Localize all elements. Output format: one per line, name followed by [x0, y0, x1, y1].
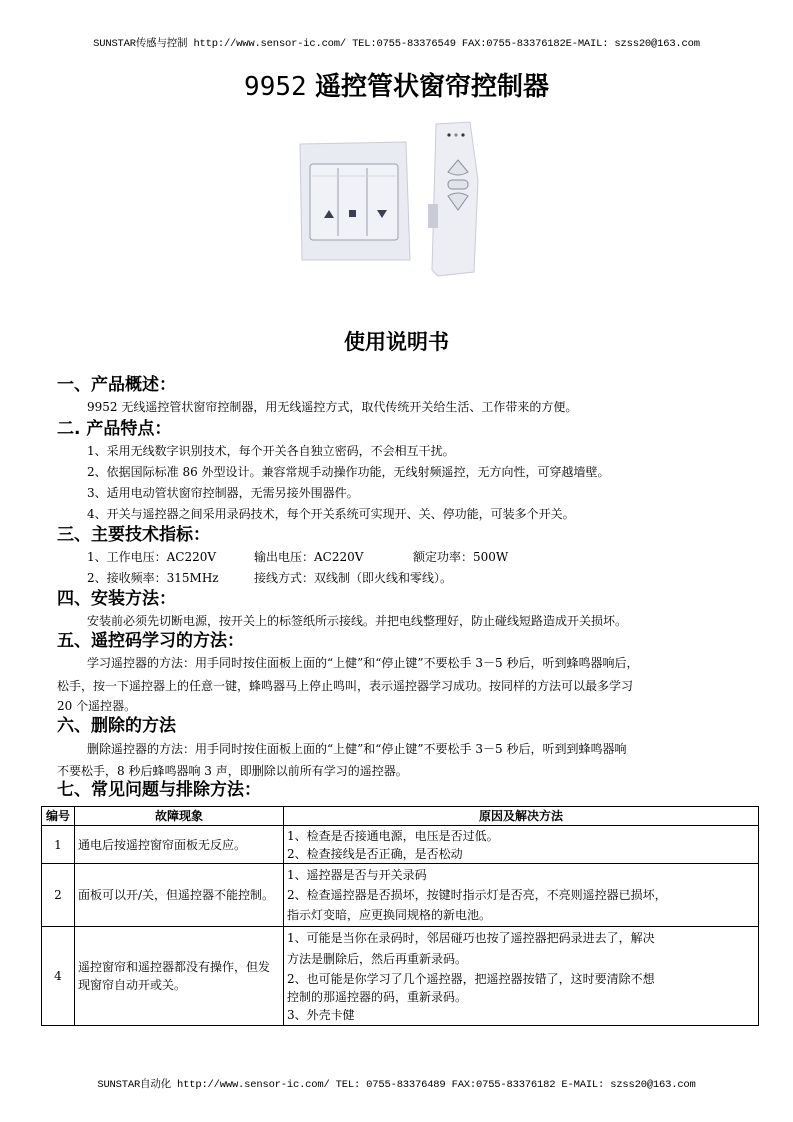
heading-features: 二. 产品特点： [57, 419, 172, 439]
spec-row [87, 549, 687, 565]
spec-row [87, 570, 687, 586]
heading-learning: 五、遥控码学习的方法： [57, 631, 244, 651]
solution-line: 3、外壳卡健 [287, 1008, 355, 1022]
spec-receive-frequency: 2、接收频率：315MHz [87, 571, 219, 585]
table-row [42, 864, 759, 927]
solution-line: 2、也可能是你学习了几个遥控器，把遥控器按错了，这时要清除不想 [287, 972, 655, 986]
learning-text-line: 20 个遥控器。 [57, 699, 137, 713]
row-number: 4 [42, 927, 75, 1026]
column-header-number: 编号 [42, 807, 75, 826]
product-photo [298, 120, 498, 280]
wall-switch-image [300, 142, 410, 260]
delete-text-line: 删除遥控器的方法：用手同时按住面板上面的“上健”和“停止键”不要松手 3－5 秒后，听到到蜂鸣器响 [87, 742, 627, 756]
stop-square-icon [349, 210, 356, 217]
page-header: SUNSTAR传感与控制 http://www.sensor-ic.com/ TEL:0755-83376549 FAX:0755-83376182E-MAIL: szss20@163.com [93, 38, 700, 50]
row-symptom: 面板可以开/关，但遥控器不能控制。 [75, 864, 284, 927]
table-row [42, 826, 759, 864]
feature-item: 1、采用无线数字识别技术，每个开关各自独立密码，不会相互干扰。 [87, 444, 455, 458]
solution-line: 1、检查是否接通电源，电压是否过低。 [287, 828, 499, 843]
learning-text-line: 学习遥控器的方法：用手同时按住面板上面的“上健”和“停止键”不要松手 3－5 秒后，听到蜂鸣器响后， [87, 656, 639, 670]
heading-faq: 七、常见问题与排除方法： [57, 780, 261, 800]
row-solution [284, 927, 759, 1026]
heading-overview: 一、产品概述： [57, 375, 176, 395]
table-row [42, 927, 759, 1026]
solution-line: 方法是删除后，然后再重新录码。 [287, 952, 468, 966]
feature-item: 4、开关与遥控器之间采用录码技术，每个开关系统可实现开、关、停功能，可装多个开关。 [87, 507, 575, 521]
row-solution [284, 826, 759, 864]
column-header-solution: 原因及解决方法 [284, 807, 759, 826]
spec-wiring-method: 接线方式：双线制（即火线和零线）。 [254, 571, 453, 585]
solution-line: 2、检查遥控器是否损坏，按键时指示灯是否亮，不亮则遥控器已损坏， [287, 888, 667, 902]
manual-title: 使用说明书 [344, 330, 449, 354]
faq-header-row [42, 807, 759, 826]
document-title [0, 66, 793, 103]
solution-line: 1、遥控器是否与开关录码 [287, 868, 427, 882]
spec-rated-power: 额定功率：500W [413, 550, 509, 564]
solution-line: 1、可能是当你在录码时，邻居碰巧也按了遥控器把码录进去了，解决 [287, 931, 655, 945]
install-text: 安装前必须先切断电源，按开关上的标签纸所示接线。并把电线整理好，防止碰线短路造成开关损坏。 [87, 614, 628, 628]
delete-text-line: 不要松手，8 秒后蜂鸣器响 3 声，即删除以前所有学习的遥控器。 [57, 764, 408, 778]
heading-delete: 六、删除的方法 [57, 716, 176, 736]
feature-item: 3、适用电动管状窗帘控制器，无需另接外围器件。 [87, 486, 359, 500]
feature-item: 2、依据国际标准 86 外型设计。兼容常规手动操作功能，无线射频遥控，无方向性，可穿越墙壁。 [87, 465, 610, 479]
solution-line: 2、检查接线是否正确，是否松动 [287, 846, 463, 861]
remote-stop-button-icon [448, 180, 468, 189]
remote-control-image [428, 122, 478, 276]
row-symptom: 通电后按遥控窗帘面板无反应。 [75, 826, 284, 864]
column-header-symptom: 故障现象 [75, 807, 284, 826]
row-symptom: 遥控窗帘和遥控器都没有操作，但发现窗帘自动开或关。 [75, 927, 284, 1026]
faq-table [41, 806, 759, 1026]
spec-working-voltage: 1、工作电压：AC220V [87, 550, 217, 564]
solution-line: 控制的那遥控器的码，重新录码。 [287, 990, 468, 1004]
learning-text-line: 松手，按一下遥控器上的任意一键，蜂鸣器马上停止鸣叫，表示遥控器学习成功。按同样的方法可以最多学习 [57, 679, 634, 693]
spec-output-voltage: 输出电压：AC220V [254, 550, 364, 564]
product-name: 遥控管状窗帘控制器 [314, 72, 549, 102]
heading-specs: 三、主要技术指标： [57, 525, 210, 545]
row-solution [284, 864, 759, 927]
solution-line: 指示灯变暗，应更换同规格的新电池。 [287, 908, 492, 922]
row-number: 1 [42, 826, 75, 864]
page-footer: SUNSTAR自动化 http://www.sensor-ic.com/ TEL: 0755-83376489 FAX:0755-83376182 E-MAIL: szss20@163.com [97, 1079, 696, 1091]
overview-text: 9952 无线遥控管状窗帘控制器，用无线遥控方式，取代传统开关给生活、工作带来的方便。 [87, 400, 578, 414]
heading-install: 四、安装方法： [57, 589, 176, 609]
row-number: 2 [42, 864, 75, 927]
model-number: 9952 [244, 72, 307, 102]
